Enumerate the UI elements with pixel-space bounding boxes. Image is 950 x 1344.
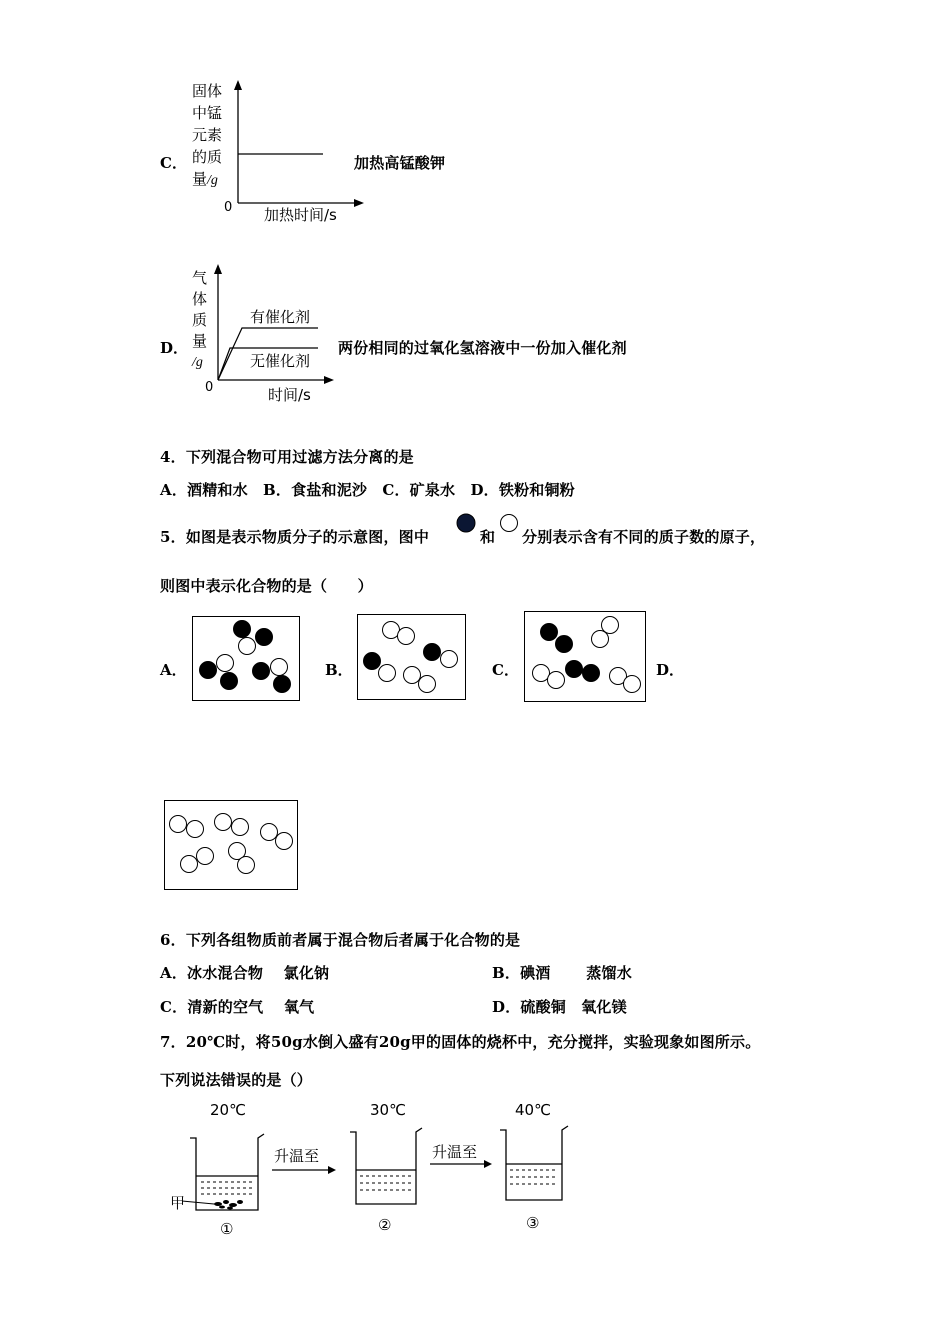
q5-option-a-label: A．	[160, 661, 187, 679]
q5-option-a-molecules	[193, 617, 299, 700]
q5-option-c-label: C．	[492, 661, 519, 679]
option-c-desc: 加热高锰酸钾	[354, 154, 446, 172]
curve-bottom-label: 无催化剂	[250, 352, 311, 370]
q7-stem-line2: 下列说法错误的是（）	[160, 1071, 313, 1089]
q5-option-c-box	[524, 611, 646, 702]
graph-d-ylabel: 气 体 质 量 /g	[192, 269, 208, 370]
q5-option-d-label: D．	[656, 661, 685, 679]
q5-option-d-box	[164, 800, 298, 890]
q5-stem-and: 和	[480, 528, 496, 546]
graph-c-ylabel: 固体 中锰 元素 的质 量/g	[192, 82, 223, 188]
option-c-label: C．	[160, 154, 187, 172]
q6-stem: 6．下列各组物质前者属于混合物后者属于化合物的是	[160, 931, 521, 949]
graph-d-xlabel: 时间/s	[268, 386, 311, 404]
dark-atom-icon	[455, 512, 477, 534]
arrow-label-1: 升温至	[274, 1147, 320, 1165]
q5-stem-line2: 则图中表示化合物的是（ ）	[160, 577, 373, 595]
curve-top-label: 有催化剂	[250, 308, 311, 326]
beaker-num-1: ①	[220, 1220, 234, 1238]
q6-option-c: C．清新的空气 氧气	[160, 998, 315, 1016]
q6-option-a: A．冰水混合物 氯化钠	[160, 964, 330, 982]
q5-option-b-box	[357, 614, 466, 700]
option-d-desc: 两份相同的过氧化氢溶液中一份加入催化剂	[338, 339, 627, 357]
option-d-label: D．	[160, 339, 189, 357]
undissolved-solid	[214, 1200, 243, 1210]
graph-c-xlabel: 加热时间/s	[264, 206, 337, 224]
temp-label-3: 40℃	[515, 1101, 551, 1119]
beaker-num-2: ②	[378, 1216, 392, 1234]
solid-label: 甲	[170, 1194, 186, 1212]
beaker-1	[190, 1134, 264, 1210]
q5-stem-part2: 分别表示含有不同的质子数的原子，	[522, 528, 766, 546]
q4-options: A．酒精和水 B．食盐和泥沙 C．矿泉水 D．铁粉和铜粉	[160, 481, 575, 499]
q6-option-b: B．碘酒 蒸馏水	[492, 964, 632, 982]
q7-stem: 7．20℃时，将50g水倒入盛有20g甲的固体的烧杯中，充分搅拌，实验现象如图所示。	[160, 1033, 761, 1051]
temp-label-1: 20℃	[210, 1101, 246, 1119]
q5-option-a-box	[192, 616, 300, 701]
beaker-2	[350, 1128, 422, 1204]
temp-label-2: 30℃	[370, 1101, 406, 1119]
q4-stem: 4．下列混合物可用过滤方法分离的是	[160, 448, 414, 466]
graph-c-origin: 0	[224, 200, 233, 215]
white-atom-icon	[499, 513, 521, 535]
beaker-3	[500, 1126, 568, 1200]
beakers-svg	[160, 1098, 580, 1238]
arrow-label-2: 升温至	[432, 1143, 478, 1161]
q5-option-b-label: B．	[325, 661, 353, 679]
beaker-diagram	[160, 1098, 580, 1238]
q5-stem-part1: 5．如图是表示物质分子的示意图，图中	[160, 528, 430, 546]
q5-option-b-molecules	[358, 615, 465, 699]
beaker-num-3: ③	[526, 1214, 540, 1232]
graph-c	[190, 78, 370, 228]
graph-d-origin: 0	[205, 380, 214, 395]
graph-d	[188, 262, 348, 407]
q6-option-d: D．硫酸铜 氧化镁	[492, 998, 627, 1016]
q5-option-c-molecules	[525, 612, 645, 701]
q5-option-d-molecules	[165, 801, 297, 889]
